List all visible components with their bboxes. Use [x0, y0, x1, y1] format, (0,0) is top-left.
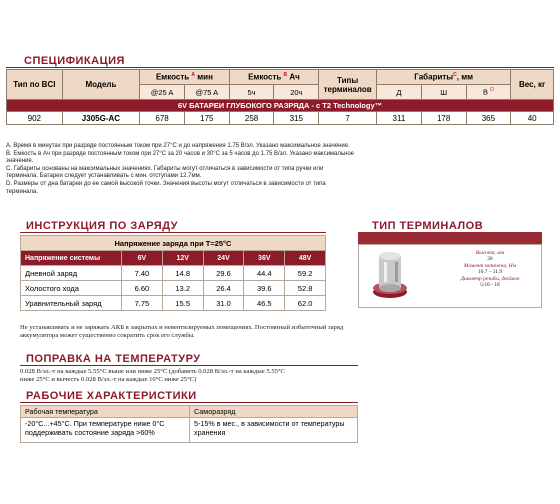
work-heading: РАБОЧИЕ ХАРАКТЕРИСТИКИ [26, 390, 197, 402]
col-terminals: Типы терминалов [319, 70, 377, 100]
spec-band: 6V БАТАРЕИ ГЛУБОКОГО РАЗРЯДА - с T2 Technology™ [7, 100, 554, 112]
temp-text: 0.028 В/эл.-т на каждые 5.55°С выше или ниже 25°С (добавить 0.028 В/эл.-т на каждые 5.55°С ниже 25°С и вычесть 0.028 В/эл.-т на каждые 10°С ниже 25°С) [20, 368, 285, 384]
spec-heading: СПЕЦИФИКАЦИЯ [24, 55, 125, 67]
table-row: Уравнительный заряд 7.75 15.5 31.0 46.5 62.0 [21, 296, 326, 311]
temp-rule [20, 365, 358, 366]
work-col-temp: Рабочая температура [21, 406, 190, 418]
terminal-heading: ТИП ТЕРМИНАЛОВ [372, 220, 484, 232]
work-table [20, 405, 358, 443]
spec-table [6, 69, 554, 125]
col-bci: Тип по BCI [7, 70, 63, 100]
table-row: Дневной заряд 7.40 14.8 29.6 44.4 59.2 [21, 266, 326, 281]
note-b: B. Емкость в Ач при разряде постоянным током при 27°С за 20 часов и 30°С за 5 часов до 1.75 В/эл. Указано максимальное значение. [6, 150, 354, 165]
col-cap-min: Емкость $^A$ мин [140, 70, 230, 85]
sub-w: Ш [421, 85, 466, 100]
col-weight: Вес, кг [511, 70, 554, 100]
sub-25a: @25 A [140, 85, 185, 100]
charge-warning: Не устанавливать и не заряжать АКБ в закрытых и невентилируемых помещениях. Постоянный избыточный заряд аккумулятора может существенно сократить срок его службы. [20, 324, 344, 340]
col-cap-ah: Емкость $^B$ Ач [229, 70, 319, 85]
charge-caption: Напряжение заряда при T=25°C [21, 236, 326, 251]
sub-75a: @75 A [184, 85, 229, 100]
sub-20h: 20ч [274, 85, 319, 100]
sub-h: В $^D$ [466, 85, 511, 100]
terminal-bar [358, 232, 542, 244]
sub-d: Д [377, 85, 422, 100]
work-col-selfdischarge: Саморазряд [190, 406, 358, 418]
work-rule [20, 402, 358, 403]
note-d: D. Размеры от дна батареи до ее самой высокой точки. Значения высоты могут отличаться в зависимости от типа терминала. [6, 180, 326, 195]
temp-heading: ПОПРАВКА НА ТЕМПЕРАТУРУ [26, 353, 201, 365]
col-model: Модель [62, 70, 140, 100]
table-row: 902 J305G-AC 678 175 258 315 7 311 178 365 40 [7, 112, 554, 125]
note-a: A. Время в минутах при разряде постоянным током при 27°С и до напряжения 1.75 В/эл. Указано максимальное значение. [6, 143, 350, 149]
spec-rule [6, 67, 554, 68]
spec-notes [6, 143, 356, 196]
table-row [21, 418, 358, 443]
sub-5h: 5ч [229, 85, 274, 100]
work-val-selfdischarge: 5-15% в мес., в зависимости от температуры хранения [190, 418, 358, 443]
charge-rule [20, 232, 326, 233]
terminal-post-icon [368, 248, 412, 302]
charge-table: Напряжение заряда при T=25°C Напряжение системы 6V 12V 24V 36V 48V Дневной заряд 7.40 14.8 29.6 44.4 59.2 Холостого хода 6.60 13.2 26.4 39.6 52.8 Уравнительный заряд 7.75 15.5 31.0 46.5 62.0 [20, 235, 326, 311]
work-val-temp: -20°С...+45°С. При температуре ниже 0°С поддерживать состояние заряда >60% [21, 418, 190, 443]
table-row: Холостого хода 6.60 13.2 26.4 39.6 52.8 [21, 281, 326, 296]
terminal-specs: Высота, мм 28 Момент затяжки, Нм 10.7 – 11.9 Диаметр резьбы, дюймов 5/16 - 18 [460, 250, 520, 289]
col-dims: Габариты$^C$, мм [377, 70, 511, 85]
note-c: C. Габариты основаны на максимальных значениях. Габариты могут отличаться в зависимости от типа ручки или терминала. Батареи следует устанавливать с мин. отступами 12.7мм. [6, 165, 324, 180]
charge-heading: ИНСТРУКЦИЯ ПО ЗАРЯДУ [26, 220, 179, 232]
